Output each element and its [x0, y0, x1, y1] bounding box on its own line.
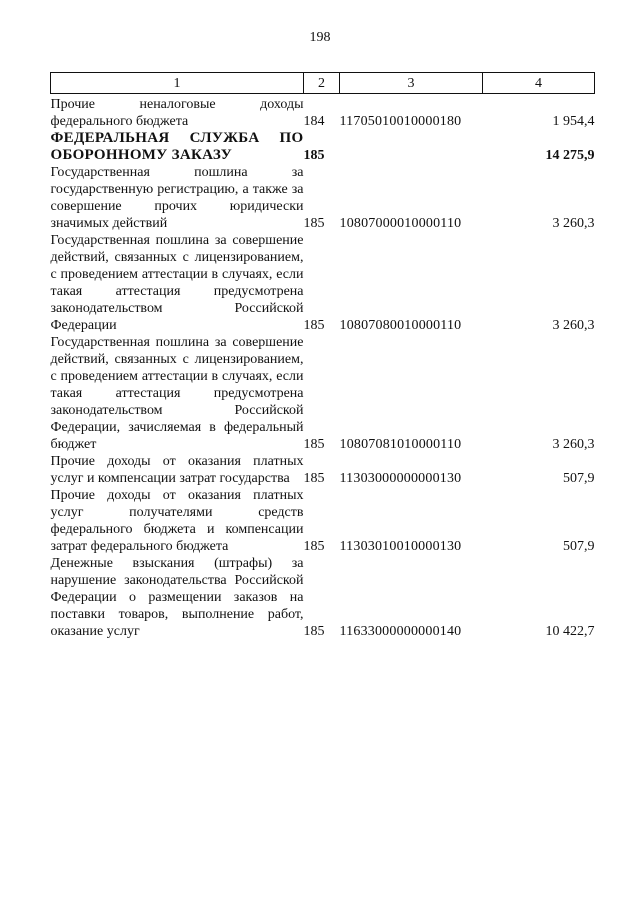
row-amount-cell: 1 954,4: [552, 114, 595, 129]
row-amount-cell: 507,9: [563, 471, 595, 486]
row-admin-code-cell: 185: [303, 539, 325, 554]
row-admin-code-cell: 185: [303, 471, 325, 486]
row-budget-code-cell: 11705010010000180: [339, 114, 462, 129]
row-name-cell: Прочие доходы от оказания платных услуг получателями средств федерального бюджета и компенсации затрат федерального бюджета: [50, 488, 304, 554]
table-row: [51, 453, 595, 487]
table-row: [51, 130, 595, 164]
row-budget-code-cell: 10807081010000110: [339, 437, 462, 452]
row-admin-code-cell: 185: [303, 216, 325, 231]
row-name-cell: Государственная пошлина за совершение действий, связанных с лицензированием, с проведением аттестации в случаях, если такая аттестация предусмотрена законодательством Российской Федерации, зачисляемая в федеральный бюджет: [50, 335, 304, 452]
row-budget-code-cell: 11633000000000140: [339, 624, 462, 639]
row-name-cell: Государственная пошлина за совершение действий, связанных с лицензированием, с проведением аттестации в случаях, если такая аттестация предусмотрена законодательством Российской Федерации: [50, 233, 304, 333]
row-name-cell: Прочие доходы от оказания платных услуг и компенсации затрат государства: [50, 454, 304, 486]
header-col-4: 4: [483, 73, 595, 94]
row-admin-code-cell: 185: [303, 318, 325, 333]
page-number: 198: [309, 30, 331, 45]
row-budget-code-cell: [340, 130, 483, 164]
row-admin-code-cell: 185: [303, 624, 325, 639]
table-row: [51, 555, 595, 640]
row-budget-code-cell: 11303010010000130: [339, 539, 462, 554]
header-col-2: 2: [304, 73, 340, 94]
row-amount-cell: 14 275,9: [545, 148, 595, 163]
row-amount-cell: 3 260,3: [552, 216, 595, 231]
table-row: [51, 334, 595, 453]
row-amount-cell: 3 260,3: [552, 437, 595, 452]
row-amount-cell: 10 422,7: [545, 624, 595, 639]
header-col-1: 1: [51, 73, 304, 94]
row-name-cell: Денежные взыскания (штрафы) за нарушение законодательства Российской Федерации о размещении заказов на поставки товаров, выполнение работ, оказание услуг: [50, 556, 304, 639]
row-budget-code-cell: 11303000000000130: [339, 471, 462, 486]
row-amount-cell: 507,9: [563, 539, 595, 554]
row-amount-cell: 3 260,3: [552, 318, 595, 333]
row-budget-code-cell: 10807080010000110: [339, 318, 462, 333]
row-admin-code-cell: 185: [303, 437, 325, 452]
row-admin-code-cell: 185: [303, 148, 325, 163]
revenue-table: [50, 72, 595, 640]
row-admin-code-cell: 184: [303, 114, 325, 129]
row-name-cell: ФЕДЕРАЛЬНАЯ СЛУЖБА ПО ОБОРОННОМУ ЗАКАЗУ: [50, 130, 304, 163]
table-row: [51, 232, 595, 334]
row-name-cell: Прочие неналоговые доходы федерального бюджета: [50, 97, 304, 129]
table-row: [51, 487, 595, 555]
row-name-cell: Государственная пошлина за государственную регистрацию, а также за совершение прочих юридически значимых действий: [50, 165, 304, 231]
header-col-3: 3: [340, 73, 483, 94]
table-row: [51, 94, 595, 131]
row-budget-code-cell: 10807000010000110: [339, 216, 462, 231]
table-row: [51, 164, 595, 232]
table-header-row: [51, 73, 595, 94]
